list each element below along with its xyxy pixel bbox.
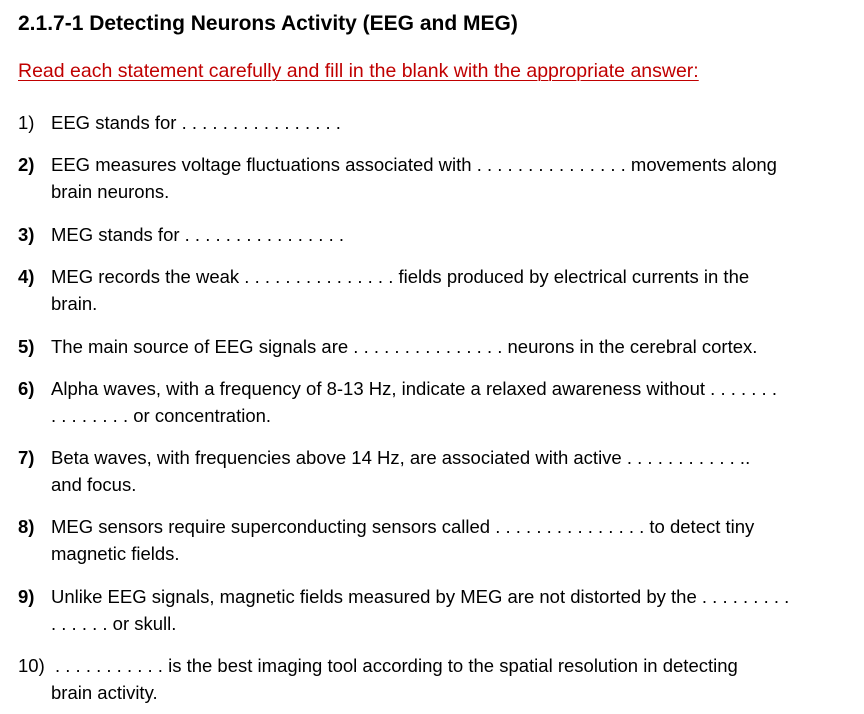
question-10 [18,652,858,706]
question-text: . . . . . . . . . . . is the best imaging tool according to the spatial resolution in detecting [55,655,738,676]
question-text: The main source of EEG signals are . . . . . . . . . . . . . . . neurons in the cerebral cortex. [51,336,758,357]
question-text-continued: brain. [51,293,98,314]
question-number: 6) [18,378,35,399]
question-3 [18,221,858,248]
question-4 [18,263,858,317]
question-text: Unlike EEG signals, magnetic fields measured by MEG are not distorted by the . . . . . . . . . [51,586,790,607]
worksheet-title: 2.1.7-1 Detecting Neurons Activity (EEG and MEG) [18,12,518,35]
question-number: 9) [18,586,35,607]
question-number: 10) [18,655,45,676]
question-7 [18,444,858,498]
question-number: 3) [18,224,35,245]
question-8 [18,513,858,567]
question-text: MEG stands for . . . . . . . . . . . . . . . . [51,224,344,245]
question-text: MEG sensors require superconducting sensors called . . . . . . . . . . . . . . . to detect tiny [51,516,755,537]
question-number: 5) [18,336,35,357]
question-number: 8) [18,516,35,537]
question-text: EEG stands for . . . . . . . . . . . . . . . . [51,112,341,133]
question-number: 1) [18,112,35,133]
question-5 [18,333,858,360]
question-6 [18,375,858,429]
question-text: MEG records the weak . . . . . . . . . . . . . . . fields produced by electrical currents in the [51,266,750,287]
question-text-continued: brain neurons. [51,181,170,202]
question-text-continued: . . . . . . . . or concentration. [51,405,272,426]
question-text-continued: and focus. [51,474,137,495]
question-number: 7) [18,447,35,468]
question-number: 2) [18,154,35,175]
question-number: 4) [18,266,35,287]
question-text-continued: magnetic fields. [51,543,180,564]
question-text: EEG measures voltage fluctuations associated with . . . . . . . . . . . . . . . movements along [51,154,777,175]
question-text: Beta waves, with frequencies above 14 Hz, are associated with active . . . . . . . . . . . .. [51,447,751,468]
instruction-text: Read each statement carefully and fill in the blank with the appropriate answer: [18,60,699,82]
question-2 [18,151,858,205]
question-text-continued: . . . . . . or skull. [51,613,177,634]
question-9 [18,583,858,637]
question-text-continued: brain activity. [51,682,158,703]
question-1 [18,109,858,136]
question-text: Alpha waves, with a frequency of 8-13 Hz, indicate a relaxed awareness without . . . . . . . [51,378,777,399]
